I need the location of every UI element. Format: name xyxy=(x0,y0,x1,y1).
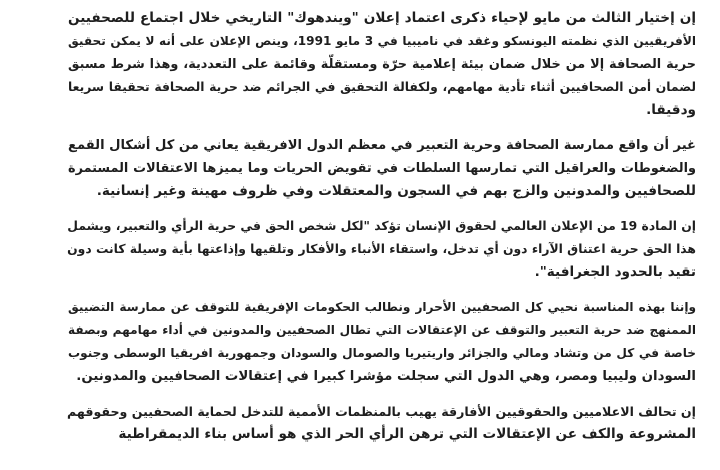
paragraph-article-19 xyxy=(68,215,696,284)
text-line: وإننا بهذه المناسبة نحيي كل الصحفيين الأحرار ونطالب الحكومات الإفريقية للتوقف عن ممارسة التضييق xyxy=(68,300,696,314)
paragraph-alliance-appeal xyxy=(68,400,696,446)
text-line: خاصة في كل من وتشاد ومالي والجزائر واريتيريا والصومال والسودان وجمهورية افريقيا الوسطى وجنوب xyxy=(68,346,696,360)
paragraph-appeal-governments xyxy=(68,296,696,388)
text-line: إن المادة 19 من الإعلان العالمي لحقوق الإنسان تؤكد "لكل شخص الحق في حرية الرأي والتعبير، ويشمل xyxy=(67,219,696,233)
text-line: لضمان أمن الصحافيين أثناء تأدية مهامهم، ولكفالة التحقيق في الجرائم ضد حرية الصحافة تحقيقا سريعا xyxy=(68,80,696,94)
paragraph-windhoek-declaration xyxy=(68,7,696,122)
text-line: للصحافيين والمدونين والزج بهم في السجون والمعتقلات وفي ظروف مهينة وغير إنسانية. xyxy=(96,183,696,199)
text-line: حرية الصحافة إلا من خلال ضمان بيئة إعلامية حرّة ومستقلّة وقائمة على التعددية، وهذا شرط مسبق xyxy=(68,57,696,72)
text-line: تقيد بالحدود الجغرافية". xyxy=(534,264,696,280)
text-line: المشروعة والكف عن الإعتقالات التي ترهن الرأي الحر الذي هو أساس بناء الديمقراطية xyxy=(118,426,696,442)
text-line: غير أن واقع ممارسة الصحافة وحرية التعبير في معظم الدول الافريقية يعاني من كل أشكال القمع xyxy=(68,138,696,153)
text-line: السودان وليبيا ومصر، وهي الدول التي سجلت مؤشرا كبيرا في إعتقالات الصحافيين والمدونين. xyxy=(76,369,696,384)
paragraph-press-reality xyxy=(68,134,696,203)
text-line: الأفريقيين الذي نظمته اليونسكو وغقد في ناميبيا في 3 مايو 1991، وينص الإعلان على أنه لا يمكن تحقيق xyxy=(68,34,696,48)
text-line: إن تحالف الاعلاميين والحقوقيين الأفارقة يهيب بالمنظمات الأممية للتدخل لحماية الصحفيين وحقوقهم xyxy=(67,404,696,419)
text-line: إن إختيار الثالث من مايو لإحياء ذكرى اعتماد إعلان "ويندهوك" التاريخي خلال اجتماع للصحفيين xyxy=(68,10,696,26)
text-line: والضغوطات والعراقيل التي تمارسها السلطات في تقويض الحريات وما يميزها الاعتقالات المستمرة xyxy=(68,161,696,176)
text-line: هذا الحق حرية اعتناق الآراء دون أي تدخل، واستقاء الأنباء والأفكار وتلقيها وإذاعتها بأية وسيلة كانت دون xyxy=(67,242,696,256)
document-body xyxy=(68,7,696,458)
text-line: الممنهج ضد حرية التعبير والتوقف عن الإعتقالات التي تطال الصحفيين والمدونين في أداء مهامهم وبصفة xyxy=(68,323,696,337)
text-line: ودقيقا. xyxy=(646,102,696,118)
